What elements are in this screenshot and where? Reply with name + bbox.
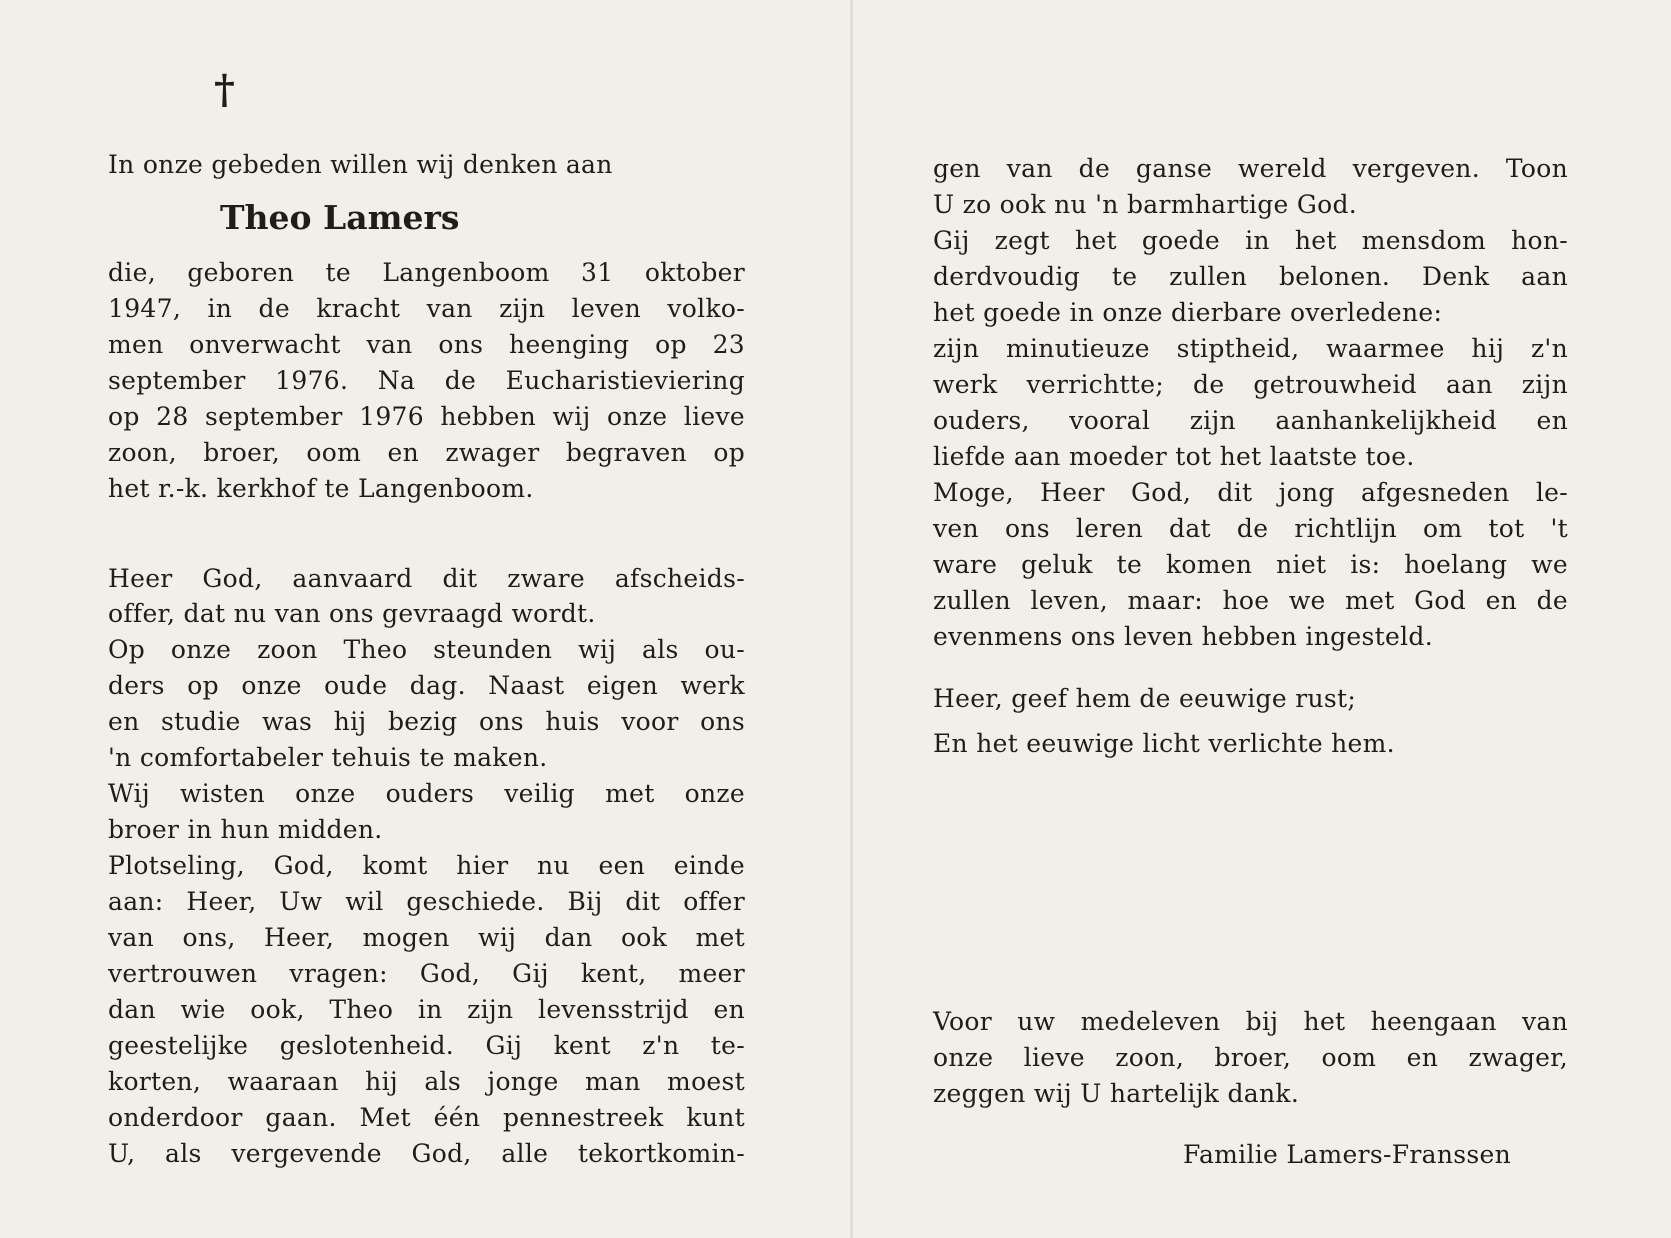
card-fold	[850, 0, 853, 1238]
prayer-line: zijn minutieuze stiptheid, waarmee hij z'n	[933, 334, 1568, 363]
prayer-line: en studie was hij bezig ons huis voor ons	[108, 707, 745, 736]
prayer-line: U, als vergevende God, alle tekortkomin-	[108, 1139, 745, 1168]
prayer-line: aan: Heer, Uw wil geschiede. Bij dit offer	[108, 887, 745, 916]
biography-line: die, geboren te Langenboom 31 oktober	[108, 258, 745, 287]
prayer-line: werk verrichtte; de getrouwheid aan zijn	[933, 370, 1568, 399]
prayer-line: broer in hun midden.	[108, 815, 383, 844]
prayer-line: Heer God, aanvaard dit zware afscheids-	[108, 564, 745, 593]
closing-prayer-line: En het eeuwige licht verlichte hem.	[933, 729, 1395, 758]
prayer-line: vertrouwen vragen: God, Gij kent, meer	[108, 959, 745, 988]
intro-text: In onze gebeden willen wij denken aan	[108, 150, 613, 179]
prayer-line: evenmens ons leven hebben ingesteld.	[933, 622, 1433, 651]
prayer-line: Moge, Heer God, dit jong afgesneden le-	[933, 478, 1568, 507]
prayer-line: U zo ook nu 'n barmhartige God.	[933, 190, 1358, 219]
prayer-line: offer, dat nu van ons gevraagd wordt.	[108, 599, 596, 628]
prayer-line: ders op onze oude dag. Naast eigen werk	[108, 671, 745, 700]
prayer-line: Op onze zoon Theo steunden wij als ou-	[108, 635, 745, 664]
prayer-line: ouders, vooral zijn aanhankelijkheid en	[933, 406, 1568, 435]
biography-line: zoon, broer, oom en zwager begraven op	[108, 438, 745, 467]
prayer-line: ware geluk te komen niet is: hoelang we	[933, 550, 1568, 579]
prayer-line: dan wie ook, Theo in zijn levensstrijd en	[108, 995, 745, 1024]
deceased-name: Theo Lamers	[220, 198, 460, 237]
prayer-line: Plotseling, God, komt hier nu een einde	[108, 851, 745, 880]
prayer-line: Wij wisten onze ouders veilig met onze	[108, 779, 745, 808]
family-signature: Familie Lamers-Franssen	[1183, 1140, 1511, 1169]
biography-line: men onverwacht van ons heenging op 23	[108, 330, 745, 359]
thanks-line: onze lieve zoon, broer, oom en zwager,	[933, 1043, 1568, 1072]
prayer-line: van ons, Heer, mogen wij dan ook met	[108, 923, 745, 952]
prayer-line: korten, waaraan hij als jonge man moest	[108, 1067, 745, 1096]
thanks-line: zeggen wij U hartelijk dank.	[933, 1079, 1300, 1108]
thanks-line: Voor uw medeleven bij het heengaan van	[933, 1007, 1568, 1036]
prayer-line: Gij zegt het goede in het mensdom hon-	[933, 226, 1568, 255]
biography-line: op 28 september 1976 hebben wij onze lieve	[108, 402, 745, 431]
cross-icon: †	[214, 66, 235, 113]
closing-prayer-line: Heer, geef hem de eeuwige rust;	[933, 684, 1357, 713]
prayer-line: derdvoudig te zullen belonen. Denk aan	[933, 262, 1568, 291]
biography-line: september 1976. Na de Eucharistieviering	[108, 366, 745, 395]
biography-line: het r.-k. kerkhof te Langenboom.	[108, 474, 534, 503]
prayer-line: het goede in onze dierbare overledene:	[933, 298, 1443, 327]
biography-line: 1947, in de kracht van zijn leven volko-	[108, 294, 745, 323]
prayer-line: zullen leven, maar: hoe we met God en de	[933, 586, 1568, 615]
prayer-line: ven ons leren dat de richtlijn om tot 't	[933, 514, 1568, 543]
prayer-line: onderdoor gaan. Met één pennestreek kunt	[108, 1103, 745, 1132]
prayer-line: 'n comfortabeler tehuis te maken.	[108, 743, 548, 772]
prayer-line: gen van de ganse wereld vergeven. Toon	[933, 154, 1568, 183]
prayer-line: geestelijke geslotenheid. Gij kent z'n te-	[108, 1031, 745, 1060]
prayer-line: liefde aan moeder tot het laatste toe.	[933, 442, 1415, 471]
